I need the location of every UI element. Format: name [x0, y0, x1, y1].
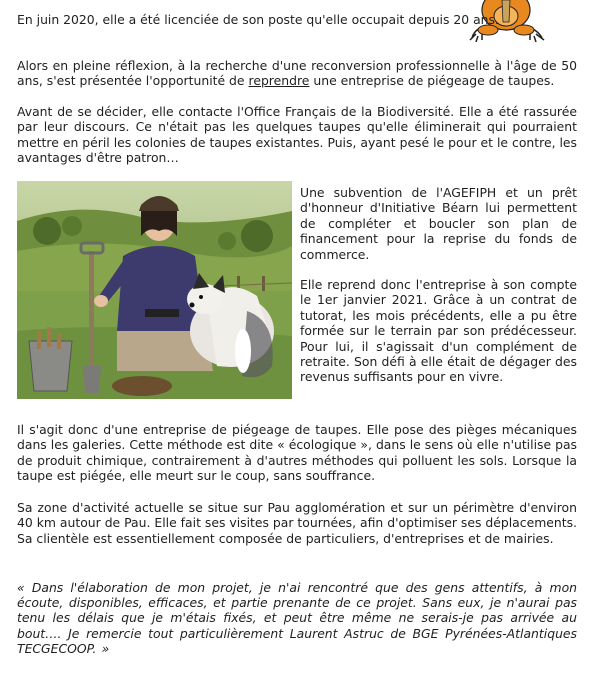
woman-with-dog-photo	[17, 181, 292, 399]
testimonial-quote: « Dans l'élaboration de mon projet, je n'ai rencontré que des gens attentifs, à mon écoute, disponibles, efficaces, et partie prenante de ce projet. Sans eux, je n'aurai pas tenu les délais que je m'étais fixés, et peut être même ne serais-je pas arrivée au bout…. Je remercie tout particulièrement Laurent Astruc de BGE Pyrénées-Atlantiques TECGECOOP. »	[17, 580, 577, 656]
paragraph-biodiversity-office: Avant de se décider, elle contacte l'Office Français de la Biodiversité. Elle a été rassurée par leur discours. Ce n'était pas les quelques taupes qu'elle éliminerait qui pourraient mettre en péril les colonies de taupes existantes. Puis, ayant pesé le pour et le contre, les avantages d'être patron…	[17, 104, 577, 166]
paragraph-takeover: Elle reprend donc l'entreprise à son compte le 1er janvier 2021. Grâce à un contrat de tutorat, les mois précédents, elle a pu être formée sur le terrain par son prédécesseur. Pour lui, il s'agissait d'un complément de retraite. Son défi à elle était de dégager des revenus suffisants pour en vivre.	[300, 277, 577, 385]
paragraph-trapping-method: Il s'agit donc d'une entreprise de piégeage de taupes. Elle pose des pièges mécaniques dans les galeries. Cette méthode est dite « écologique », dans le sens où elle n'utilise pas de produit chimique, contrairement à d'autres méthodes qui polluent les sols. Lorsque la taupe est piégée, elle meurt sur le coup, sans souffrance.	[17, 422, 577, 484]
paragraph-reconversion-end: une entreprise de piégeage de taupes.	[309, 73, 555, 89]
paragraph-reconversion	[17, 58, 577, 89]
paragraph-activity-zone: Sa zone d'activité actuelle se situe sur Pau agglomération et sur un périmètre d'environ 40 km autour de Pau. Elle fait ses visites par tournées, afin d'optimiser ses déplacements. Sa clientèle est essentiellement composée de particuliers, d'entreprises et de mairies.	[17, 500, 577, 546]
paragraph-reconversion-start: Alors en pleine réflexion, à la recherche d'une reconversion professionnelle à l'âge de 50 ans, s'est présentée l'opportunité de	[17, 58, 577, 89]
paragraph-layoff: En juin 2020, elle a été licenciée de son poste qu'elle occupait depuis 20 ans.	[17, 12, 499, 27]
paragraph-funding: Une subvention de l'AGEFIPH et un prêt d'honneur d'Initiative Béarn lui permettent de compléter et boucler son plan de financement pour la reprise du fonds de commerce.	[300, 185, 577, 262]
reprendre-underlined-word: reprendre	[248, 73, 310, 89]
